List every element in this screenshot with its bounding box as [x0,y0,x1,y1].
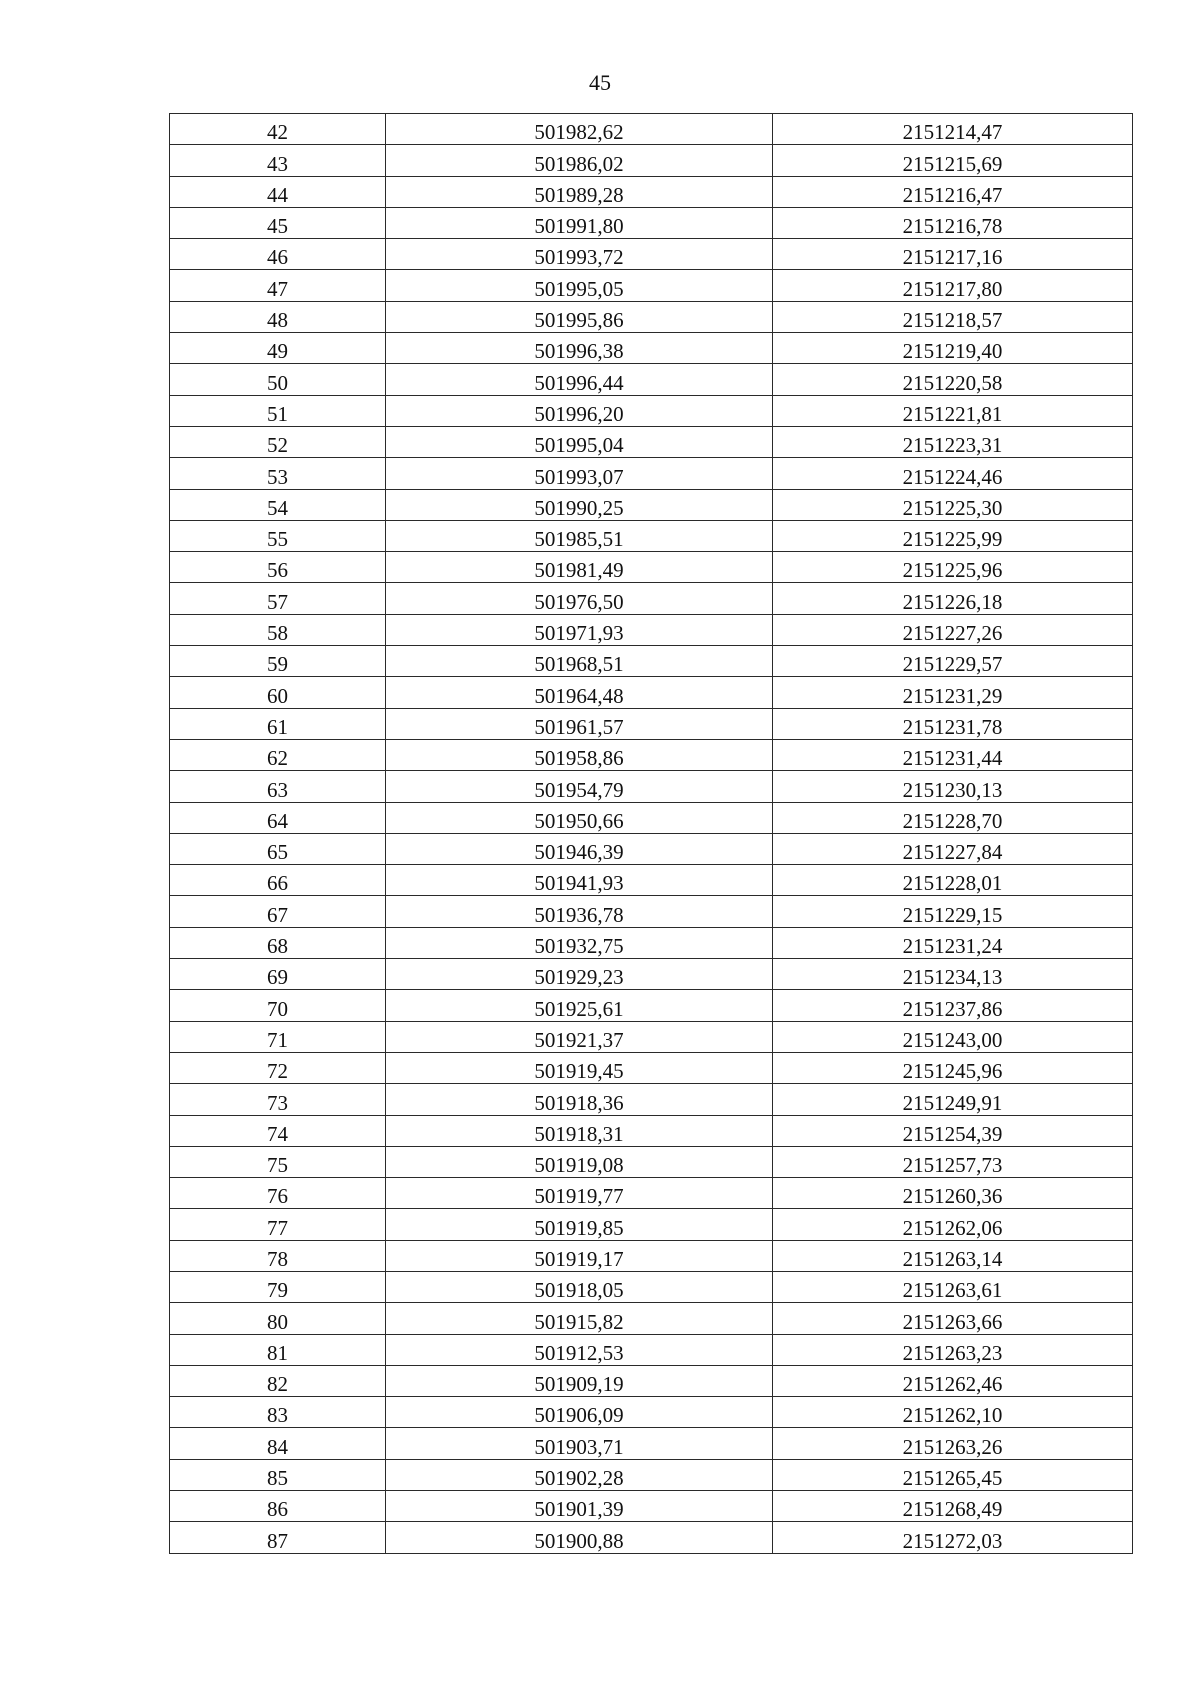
point-number-cell: 69 [170,959,386,990]
y-coordinate-cell: 2151265,45 [773,1459,1133,1490]
x-coordinate-cell: 501919,08 [386,1146,773,1177]
y-coordinate-cell: 2151227,84 [773,833,1133,864]
point-number-cell: 50 [170,364,386,395]
x-coordinate-cell: 501993,72 [386,239,773,270]
table-row [170,1271,1133,1302]
point-number-cell: 43 [170,145,386,176]
point-number-cell: 72 [170,1052,386,1083]
point-number-cell: 58 [170,614,386,645]
point-number-cell: 45 [170,207,386,238]
y-coordinate-cell: 2151262,06 [773,1209,1133,1240]
y-coordinate-cell: 2151216,78 [773,207,1133,238]
y-coordinate-cell: 2151262,46 [773,1365,1133,1396]
point-number-cell: 80 [170,1303,386,1334]
y-coordinate-cell: 2151226,18 [773,583,1133,614]
point-number-cell: 55 [170,520,386,551]
y-coordinate-cell: 2151229,57 [773,646,1133,677]
table-row [170,207,1133,238]
table-row [170,1240,1133,1271]
y-coordinate-cell: 2151228,01 [773,865,1133,896]
y-coordinate-cell: 2151243,00 [773,1021,1133,1052]
point-number-cell: 56 [170,552,386,583]
y-coordinate-cell: 2151228,70 [773,802,1133,833]
point-number-cell: 66 [170,865,386,896]
table-row [170,176,1133,207]
x-coordinate-cell: 501919,45 [386,1052,773,1083]
point-number-cell: 59 [170,646,386,677]
point-number-cell: 68 [170,927,386,958]
x-coordinate-cell: 501936,78 [386,896,773,927]
y-coordinate-cell: 2151219,40 [773,333,1133,364]
x-coordinate-cell: 501990,25 [386,489,773,520]
table-row [170,1209,1133,1240]
x-coordinate-cell: 501958,86 [386,739,773,770]
coordinates-table [169,113,1133,1554]
y-coordinate-cell: 2151260,36 [773,1178,1133,1209]
y-coordinate-cell: 2151245,96 [773,1052,1133,1083]
table-row [170,1428,1133,1459]
x-coordinate-cell: 501921,37 [386,1021,773,1052]
table-row [170,145,1133,176]
point-number-cell: 86 [170,1491,386,1522]
x-coordinate-cell: 501903,71 [386,1428,773,1459]
y-coordinate-cell: 2151227,26 [773,614,1133,645]
y-coordinate-cell: 2151234,13 [773,959,1133,990]
table-row [170,739,1133,770]
point-number-cell: 87 [170,1522,386,1553]
y-coordinate-cell: 2151225,99 [773,520,1133,551]
point-number-cell: 44 [170,176,386,207]
table-row [170,1178,1133,1209]
x-coordinate-cell: 501996,44 [386,364,773,395]
x-coordinate-cell: 501976,50 [386,583,773,614]
y-coordinate-cell: 2151221,81 [773,395,1133,426]
x-coordinate-cell: 501901,39 [386,1491,773,1522]
x-coordinate-cell: 501982,62 [386,114,773,145]
point-number-cell: 75 [170,1146,386,1177]
point-number-cell: 79 [170,1271,386,1302]
x-coordinate-cell: 501989,28 [386,176,773,207]
y-coordinate-cell: 2151216,47 [773,176,1133,207]
table-row [170,458,1133,489]
point-number-cell: 70 [170,990,386,1021]
table-row [170,614,1133,645]
table-row [170,114,1133,145]
x-coordinate-cell: 501906,09 [386,1397,773,1428]
table-row [170,333,1133,364]
x-coordinate-cell: 501925,61 [386,990,773,1021]
x-coordinate-cell: 501995,05 [386,270,773,301]
point-number-cell: 60 [170,677,386,708]
table-row [170,646,1133,677]
table-row [170,301,1133,332]
table-row [170,833,1133,864]
point-number-cell: 82 [170,1365,386,1396]
x-coordinate-cell: 501941,93 [386,865,773,896]
point-number-cell: 85 [170,1459,386,1490]
table-row [170,677,1133,708]
y-coordinate-cell: 2151237,86 [773,990,1133,1021]
table-row [170,1522,1133,1553]
x-coordinate-cell: 501919,17 [386,1240,773,1271]
table-row [170,1334,1133,1365]
table-row [170,896,1133,927]
y-coordinate-cell: 2151231,78 [773,708,1133,739]
y-coordinate-cell: 2151230,13 [773,771,1133,802]
x-coordinate-cell: 501909,19 [386,1365,773,1396]
table-row [170,1084,1133,1115]
point-number-cell: 71 [170,1021,386,1052]
x-coordinate-cell: 501900,88 [386,1522,773,1553]
x-coordinate-cell: 501961,57 [386,708,773,739]
table-row [170,1397,1133,1428]
table-row [170,239,1133,270]
table-row [170,865,1133,896]
x-coordinate-cell: 501902,28 [386,1459,773,1490]
y-coordinate-cell: 2151218,57 [773,301,1133,332]
point-number-cell: 62 [170,739,386,770]
y-coordinate-cell: 2151231,44 [773,739,1133,770]
table-row [170,1052,1133,1083]
y-coordinate-cell: 2151229,15 [773,896,1133,927]
point-number-cell: 65 [170,833,386,864]
y-coordinate-cell: 2151214,47 [773,114,1133,145]
y-coordinate-cell: 2151215,69 [773,145,1133,176]
y-coordinate-cell: 2151263,23 [773,1334,1133,1365]
point-number-cell: 46 [170,239,386,270]
point-number-cell: 51 [170,395,386,426]
y-coordinate-cell: 2151217,16 [773,239,1133,270]
table-row [170,552,1133,583]
x-coordinate-cell: 501996,20 [386,395,773,426]
table-row [170,802,1133,833]
table-row [170,520,1133,551]
y-coordinate-cell: 2151268,49 [773,1491,1133,1522]
point-number-cell: 78 [170,1240,386,1271]
table-row [170,1459,1133,1490]
x-coordinate-cell: 501981,49 [386,552,773,583]
x-coordinate-cell: 501985,51 [386,520,773,551]
y-coordinate-cell: 2151249,91 [773,1084,1133,1115]
point-number-cell: 54 [170,489,386,520]
y-coordinate-cell: 2151272,03 [773,1522,1133,1553]
y-coordinate-cell: 2151220,58 [773,364,1133,395]
y-coordinate-cell: 2151224,46 [773,458,1133,489]
table-row [170,959,1133,990]
point-number-cell: 47 [170,270,386,301]
page-number: 45 [589,70,611,95]
x-coordinate-cell: 501995,86 [386,301,773,332]
point-number-cell: 64 [170,802,386,833]
x-coordinate-cell: 501918,05 [386,1271,773,1302]
x-coordinate-cell: 501918,31 [386,1115,773,1146]
table-row [170,927,1133,958]
x-coordinate-cell: 501918,36 [386,1084,773,1115]
y-coordinate-cell: 2151231,29 [773,677,1133,708]
point-number-cell: 74 [170,1115,386,1146]
coordinates-table-body [170,114,1133,1554]
point-number-cell: 53 [170,458,386,489]
point-number-cell: 76 [170,1178,386,1209]
x-coordinate-cell: 501954,79 [386,771,773,802]
table-row [170,771,1133,802]
point-number-cell: 67 [170,896,386,927]
x-coordinate-cell: 501964,48 [386,677,773,708]
point-number-cell: 52 [170,426,386,457]
point-number-cell: 49 [170,333,386,364]
x-coordinate-cell: 501950,66 [386,802,773,833]
x-coordinate-cell: 501912,53 [386,1334,773,1365]
x-coordinate-cell: 501996,38 [386,333,773,364]
table-row [170,270,1133,301]
x-coordinate-cell: 501968,51 [386,646,773,677]
point-number-cell: 61 [170,708,386,739]
point-number-cell: 63 [170,771,386,802]
y-coordinate-cell: 2151225,96 [773,552,1133,583]
point-number-cell: 42 [170,114,386,145]
x-coordinate-cell: 501946,39 [386,833,773,864]
x-coordinate-cell: 501932,75 [386,927,773,958]
y-coordinate-cell: 2151257,73 [773,1146,1133,1177]
table-row [170,426,1133,457]
table-row [170,1115,1133,1146]
table-row [170,708,1133,739]
point-number-cell: 77 [170,1209,386,1240]
table-row [170,990,1133,1021]
point-number-cell: 57 [170,583,386,614]
table-row [170,1491,1133,1522]
point-number-cell: 83 [170,1397,386,1428]
x-coordinate-cell: 501929,23 [386,959,773,990]
table-row [170,364,1133,395]
x-coordinate-cell: 501991,80 [386,207,773,238]
x-coordinate-cell: 501995,04 [386,426,773,457]
y-coordinate-cell: 2151263,14 [773,1240,1133,1271]
table-row [170,395,1133,426]
y-coordinate-cell: 2151225,30 [773,489,1133,520]
table-row [170,1146,1133,1177]
y-coordinate-cell: 2151217,80 [773,270,1133,301]
y-coordinate-cell: 2151254,39 [773,1115,1133,1146]
point-number-cell: 73 [170,1084,386,1115]
y-coordinate-cell: 2151231,24 [773,927,1133,958]
y-coordinate-cell: 2151223,31 [773,426,1133,457]
y-coordinate-cell: 2151263,66 [773,1303,1133,1334]
table-row [170,1365,1133,1396]
x-coordinate-cell: 501919,85 [386,1209,773,1240]
x-coordinate-cell: 501919,77 [386,1178,773,1209]
x-coordinate-cell: 501993,07 [386,458,773,489]
x-coordinate-cell: 501915,82 [386,1303,773,1334]
point-number-cell: 84 [170,1428,386,1459]
point-number-cell: 81 [170,1334,386,1365]
y-coordinate-cell: 2151263,26 [773,1428,1133,1459]
table-row [170,489,1133,520]
x-coordinate-cell: 501971,93 [386,614,773,645]
x-coordinate-cell: 501986,02 [386,145,773,176]
point-number-cell: 48 [170,301,386,332]
table-row [170,1303,1133,1334]
table-row [170,583,1133,614]
y-coordinate-cell: 2151263,61 [773,1271,1133,1302]
table-row [170,1021,1133,1052]
y-coordinate-cell: 2151262,10 [773,1397,1133,1428]
